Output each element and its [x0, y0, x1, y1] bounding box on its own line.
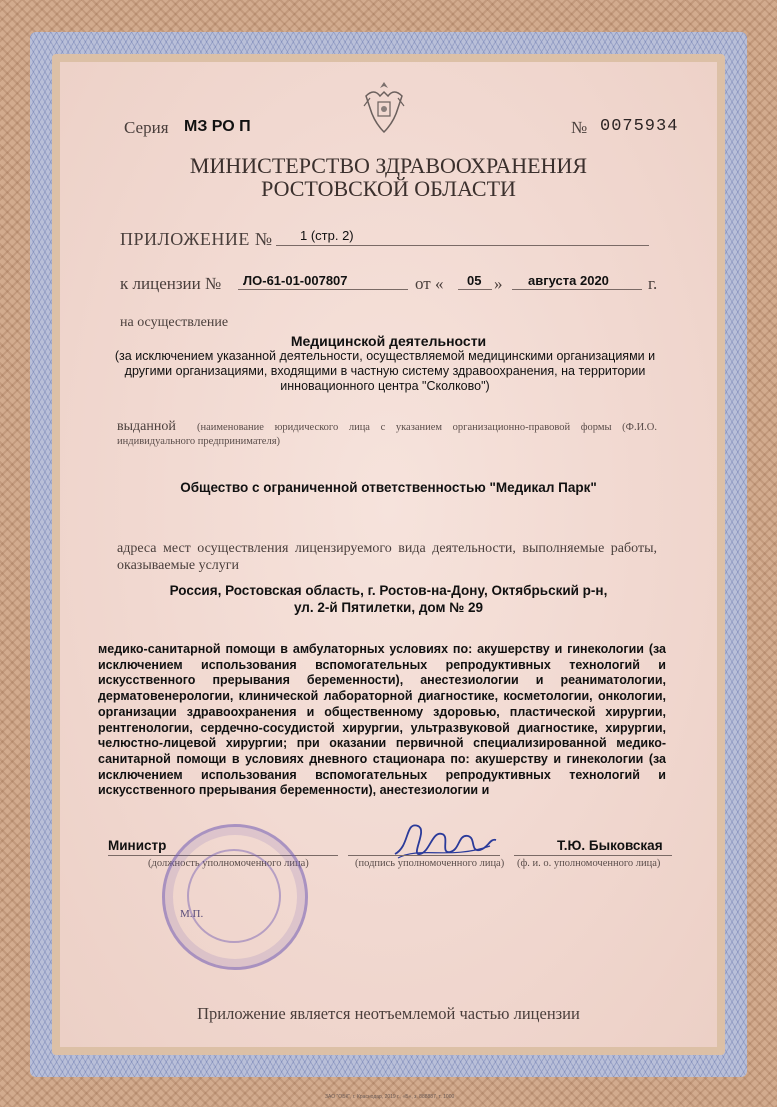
- organization-name: Общество с ограниченной ответственностью "Медикал Парк": [180, 480, 597, 495]
- activity-label: на осуществление: [120, 315, 229, 330]
- name-hint: (ф. и. о. уполномоченного лица): [517, 858, 661, 869]
- license-day-underline: [458, 289, 492, 290]
- signer-position: Министр: [108, 838, 167, 853]
- address-label: адреса мест осуществления лицензируемого вида деятельности, выполняемые работы, оказываемые услуги: [117, 541, 657, 573]
- signature-hint: (подпись уполномоченного лица): [355, 858, 505, 869]
- form-number: 0075934: [600, 117, 679, 136]
- license-number: ЛО-61-01-007807: [243, 273, 348, 288]
- ministry-title-line1: МИНИСТЕРСТВО ЗДРАВООХРАНЕНИЯ: [189, 153, 588, 178]
- name-underline: [514, 855, 672, 856]
- signer-name: Т.Ю. Быковская: [557, 838, 663, 853]
- license-year-suffix: г.: [648, 274, 658, 293]
- license-from-label: от «: [415, 274, 444, 293]
- address-line1: Россия, Ростовская область, г. Ростов-на-Дону, Октябрьский р-н,: [169, 583, 608, 598]
- position-hint: (должность уполномоченного лица): [148, 858, 309, 869]
- appendix-label: ПРИЛОЖЕНИЕ №: [120, 229, 273, 249]
- footer-note: Приложение является неотъемлемой частью лицензии: [197, 1004, 580, 1023]
- license-month-year: августа 2020: [528, 273, 609, 288]
- series-label: Серия: [124, 118, 169, 137]
- license-prefix: к лицензии №: [120, 274, 222, 293]
- appendix-number: 1 (стр. 2): [300, 228, 354, 243]
- mp-label: М.П.: [180, 908, 204, 920]
- activity-details: (за исключением указанной деятельности, осуществляемой медицинскими организациями и другими организациями, входящими в частную систему здравоохранения, на территории инновационного центра "Сколково"): [114, 349, 656, 393]
- issued-hint: (наименование юридического лица с указанием организационно-правовой формы (Ф.И.О. индивидуального предпринимателя): [117, 422, 657, 447]
- official-seal: [162, 824, 308, 970]
- license-number-underline: [238, 289, 408, 290]
- appendix-underline: [276, 245, 649, 246]
- series-value: МЗ РО П: [184, 118, 251, 135]
- issued-label: выданной: [117, 419, 176, 434]
- printer-info: ЗАО "ОБК", г. Краснодар, 2019 г., «Б», з. 888887, т. 1000: [325, 1094, 455, 1100]
- license-date-underline: [512, 289, 642, 290]
- license-day: 05: [467, 273, 482, 288]
- license-close-quote: »: [494, 274, 503, 293]
- services-text: медико-санитарной помощи в амбулаторных условиях по: акушерству и гинекологии (за исключением использования вспомогательных репродуктивных технологий и искусственного прерывания беременности), анестезиологии и реаниматологии, дерматовенерологии, клинической лабораторной диагностике, косметологии, онкологии, организации здравоохранения и общественному здоровью, пластической хирургии, рентгенологии, сердечно-сосудистой хирургии, ультразвуковой диагностике, хирургии, челюстно-лицевой хирургии; при оказании первичной специализированной медико-санитарной помощи в условиях дневного стационара по: акушерству и гинекологии (за исключением использования вспомогательных репродуктивных технологий и искусственного прерывания беременности), анестезиологии и: [98, 642, 666, 798]
- ministry-title-line2: РОСТОВСКОЙ ОБЛАСТИ: [261, 176, 516, 201]
- address-line2: ул. 2-й Пятилетки, дом № 29: [293, 600, 484, 615]
- coat-of-arms-icon: [360, 78, 408, 138]
- number-label: №: [571, 118, 588, 137]
- activity-title: Медицинской деятельности: [290, 333, 487, 349]
- signature-underline: [348, 855, 500, 856]
